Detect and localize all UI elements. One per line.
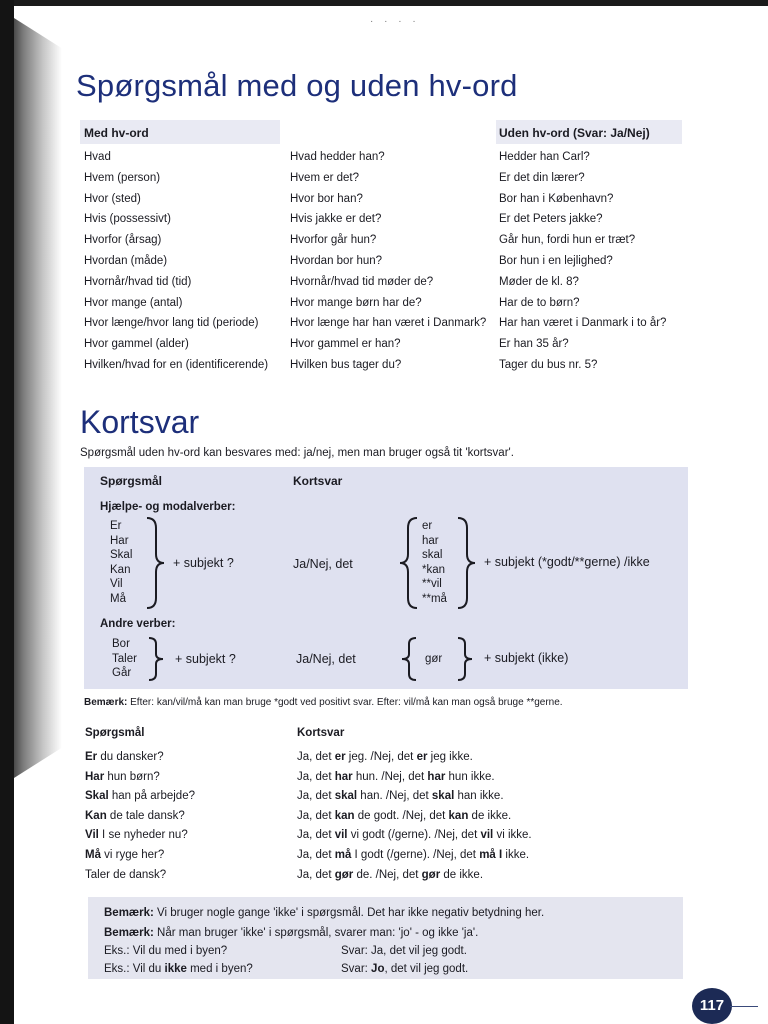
examples-header-question: Spørgsmål (85, 727, 145, 739)
note-ikke-line2: Bemærk: Når man bruger 'ikke' i spørgsmål, svarer man: 'jo' - og ikke 'ja'. (104, 927, 479, 939)
hv-question: Hvorfor går hun? (290, 234, 377, 247)
yesno-question: Er det din lærer? (499, 171, 585, 184)
yesno-question: Bor han i København? (499, 192, 614, 205)
note-example-question-2: Eks.: Vil du ikke med i byen? (104, 963, 253, 975)
right-curly-brace-icon (144, 516, 168, 610)
note-example-answer-2: Svar: Jo, det vil jeg godt. (341, 963, 469, 975)
column-header-without-hv: Uden hv-ord (Svar: Ja/Nej) (499, 126, 650, 140)
yesno-question: Har de to børn? (499, 296, 580, 309)
left-curly-brace-icon (396, 516, 420, 610)
example-question: Har hun børn? (85, 770, 160, 783)
hv-question: Hvornår/hvad tid møder de? (290, 275, 434, 288)
example-question: Skal han på arbejde? (85, 790, 195, 803)
right-curly-brace-icon (146, 636, 166, 682)
modal-verbs-label: Hjælpe- og modalverber: (100, 501, 236, 513)
hv-word: Hvem (person) (84, 171, 161, 184)
modal-verb: Vil (110, 578, 123, 591)
note-label: Bemærk: (84, 697, 128, 708)
other-subject: + subjekt ? (175, 652, 236, 666)
note-text: Efter: kan/vil/må kan man bruge *godt ved positivt svar. Efter: vil/må kan man også bruge **gerne. (127, 697, 563, 708)
example-question: Vil I se nyheder nu? (85, 829, 188, 842)
hv-word: Hvis (possessivt) (84, 213, 171, 226)
hv-word: Hvilken/hvad for en (identificerende) (84, 358, 269, 371)
right-curly-brace-icon (455, 516, 479, 610)
hv-question: Hvem er det? (290, 171, 360, 184)
yesno-question: Hedder han Carl? (499, 151, 590, 163)
yesno-question: Bor hun i en lejlighed? (499, 254, 613, 267)
modal-answer-tail: + subjekt (*godt/**gerne) /ikke (484, 555, 650, 569)
modal-verb: Skal (110, 549, 133, 562)
other-verb: Taler (112, 652, 137, 665)
hv-question: Hvor længe har han været i Danmark? (290, 317, 487, 330)
scan-specks: · · · · (370, 16, 420, 27)
other-answer-tail: + subjekt (ikke) (484, 651, 569, 665)
scan-top-edge (0, 0, 768, 6)
hv-word: Hvor længe/hvor lang tid (periode) (84, 317, 259, 330)
hv-question: Hvor gammel er han? (290, 338, 401, 351)
other-verb: Går (112, 667, 132, 680)
hv-question: Hvordan bor hun? (290, 254, 383, 267)
book-spine-shadow (0, 0, 14, 1024)
modal-answer: Ja/Nej, det (293, 557, 353, 571)
yesno-question: Tager du bus nr. 5? (499, 358, 598, 371)
hv-question: Hvor bor han? (290, 192, 363, 205)
page-number-rule (730, 1006, 758, 1007)
column-header-with-hv: Med hv-ord (84, 126, 149, 140)
modal-verb: Har (110, 534, 129, 547)
hv-words-column (84, 150, 268, 379)
modal-verb: Er (110, 520, 122, 532)
answer-verb: har (422, 534, 439, 547)
modal-subject: + subjekt ? (173, 556, 234, 570)
yesno-question: Møder de kl. 8? (499, 275, 579, 288)
other-verb: Bor (112, 638, 130, 650)
other-verbs-label: Andre verber: (100, 618, 176, 630)
hv-word: Hvad (84, 151, 111, 163)
modal-verb: Må (110, 592, 126, 605)
page-curl-shadow (14, 18, 62, 778)
hv-questions-column (290, 150, 486, 379)
note-example-answer-1: Svar: Ja, det vil jeg godt. (341, 945, 467, 957)
example-answer: Ja, det må I godt (/gerne). /Nej, det må I ikke. (297, 848, 530, 861)
modal-verb: Kan (110, 563, 131, 576)
right-curly-brace-icon (455, 636, 475, 682)
left-curly-brace-icon (399, 636, 419, 682)
other-verb-list (112, 637, 137, 681)
box-header-question: Spørgsmål (100, 474, 163, 488)
example-answer: Ja, det kan de godt. /Nej, det kan de ikke. (297, 809, 512, 822)
other-answer: Ja/Nej, det (296, 652, 356, 666)
section-title-short-answers: Kortsvar (80, 404, 200, 440)
hv-word: Hvor (sted) (84, 192, 141, 205)
answer-verb: er (422, 520, 433, 532)
answer-verb: **vil (422, 578, 442, 591)
yesno-question: Er han 35 år? (499, 338, 569, 351)
note-example-question-1: Eks.: Vil du med i byen? (104, 945, 228, 957)
section-title-questions: Spørgsmål med og uden hv-ord (76, 68, 518, 103)
short-answer-intro: Spørgsmål uden hv-ord kan besvares med: ja/nej, men man bruger også tit 'kortsvar'. (80, 447, 514, 459)
answer-verb: *kan (422, 563, 446, 576)
page-number: 117 (692, 988, 732, 1024)
example-question: Må vi ryge her? (85, 848, 165, 861)
hv-question: Hvor mange børn har de? (290, 296, 422, 309)
example-question: Er du dansker? (85, 751, 164, 763)
other-answer-verb: gør (425, 653, 443, 665)
hv-word: Hvornår/hvad tid (tid) (84, 275, 192, 288)
hv-word: Hvor gammel (alder) (84, 338, 189, 351)
yesno-question: Har han været i Danmark i to år? (499, 317, 667, 330)
hv-question: Hvilken bus tager du? (290, 358, 402, 371)
example-answer: Ja, det er jeg. /Nej, det er jeg ikke. (297, 751, 473, 763)
hv-word: Hvorfor (årsag) (84, 234, 162, 247)
hv-word: Hvordan (måde) (84, 254, 168, 267)
yesno-question: Går hun, fordi hun er træt? (499, 234, 636, 247)
answer-verb: **må (422, 592, 447, 605)
modal-verb-list (110, 519, 132, 607)
example-questions-column (85, 750, 195, 887)
hv-word: Hvor mange (antal) (84, 296, 183, 309)
hv-question: Hvad hedder han? (290, 151, 385, 163)
yesno-questions-column (499, 150, 666, 379)
example-answer: Ja, det skal han. /Nej, det skal han ikke. (297, 790, 504, 803)
answer-verb: skal (422, 549, 443, 562)
answer-verb-list (422, 519, 447, 607)
examples-header-answer: Kortsvar (297, 727, 345, 739)
note-godt-gerne (84, 696, 563, 710)
example-answer: Ja, det vil vi godt (/gerne). /Nej, det vil vi ikke. (297, 829, 532, 842)
box-header-answer: Kortsvar (293, 474, 343, 488)
yesno-question: Er det Peters jakke? (499, 213, 603, 226)
example-question: Kan de tale dansk? (85, 809, 185, 822)
example-question: Taler de dansk? (85, 868, 167, 881)
example-answer: Ja, det gør de. /Nej, det gør de ikke. (297, 868, 484, 881)
example-answers-column (297, 750, 532, 887)
note-ikke-line1: Bemærk: Vi bruger nogle gange 'ikke' i spørgsmål. Det har ikke negativ betydning her. (104, 907, 545, 919)
example-answer: Ja, det har hun. /Nej, det har hun ikke. (297, 770, 495, 783)
hv-question: Hvis jakke er det? (290, 213, 382, 226)
